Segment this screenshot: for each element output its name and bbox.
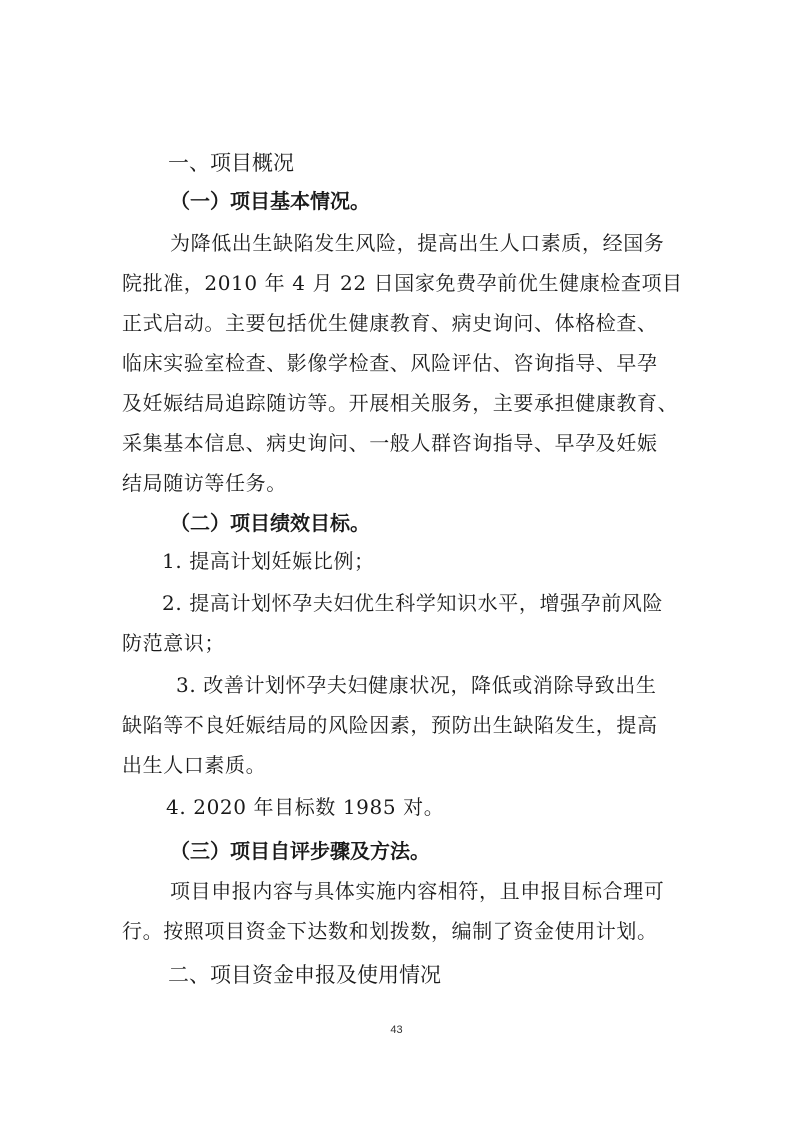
goal-item-3-line: 3. 改善计划怀孕夫妇健康状况，降低或消除导致出生 [176, 673, 657, 697]
goal-item-3-line: 出生人口素质。 [122, 753, 267, 777]
section1-heading: 一、项目概况 [168, 151, 294, 175]
goal-item-2-line: 防范意识； [122, 631, 225, 655]
paragraph-line: 临床实验室检查、影像学检查、风险评估、咨询指导、早孕 [122, 351, 658, 375]
paragraph-line: 院批准，2010 年 4 月 22 日国家免费孕前优生健康检查项目 [122, 271, 683, 295]
paragraph-line: 为降低出生缺陷发生风险，提高出生人口素质，经国务 [170, 231, 665, 255]
goal-item-4: 4. 2020 年目标数 1985 对。 [166, 795, 445, 819]
paragraph-line: 结局随访等任务。 [122, 471, 287, 495]
sub1-heading: （一）项目基本情况。 [170, 189, 370, 213]
sub2-heading: （二）项目绩效目标。 [170, 511, 370, 535]
section2-heading: 二、项目资金申报及使用情况 [168, 963, 441, 987]
paragraph-line: 及妊娠结局追踪随访等。开展相关服务，主要承担健康教育、 [122, 391, 679, 415]
paragraph-line: 采集基本信息、病史询问、一般人群咨询指导、早孕及妊娠 [122, 431, 658, 455]
paragraph-line: 正式启动。主要包括优生健康教育、病史询问、体格检查、 [122, 311, 658, 335]
paragraph-line: 行。按照项目资金下达数和划拨数，编制了资金使用计划。 [122, 919, 658, 943]
sub3-heading: （三）项目自评步骤及方法。 [170, 839, 430, 863]
page-number: 43 [390, 1024, 403, 1036]
paragraph-line: 项目申报内容与具体实施内容相符，且申报目标合理可 [170, 879, 665, 903]
goal-item-2-line: 2. 提高计划怀孕夫妇优生科学知识水平，增强孕前风险 [162, 591, 664, 615]
goal-item-1: 1. 提高计划妊娠比例； [162, 549, 375, 573]
goal-item-3-line: 缺陷等不良妊娠结局的风险因素，预防出生缺陷发生，提高 [122, 713, 658, 737]
